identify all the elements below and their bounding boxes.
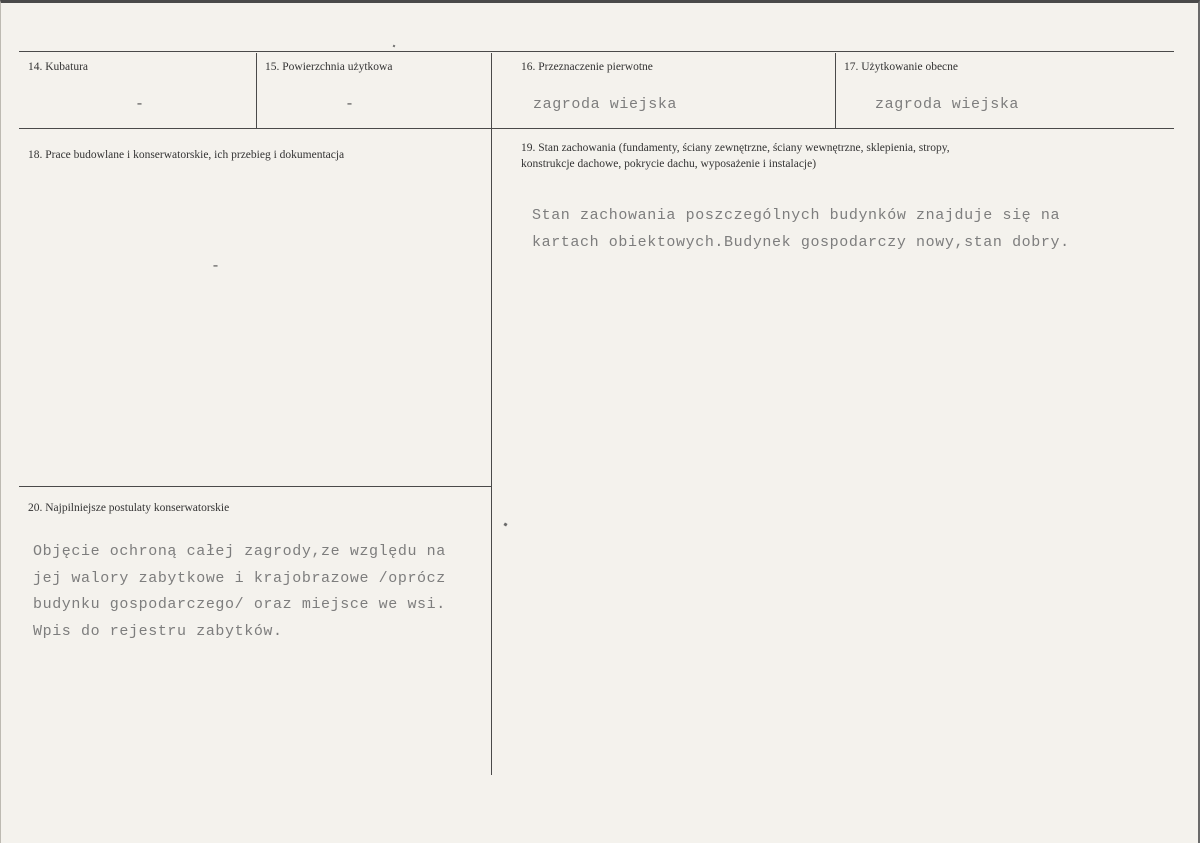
stray-mark: [503, 522, 507, 526]
divider-15-16: [491, 53, 492, 775]
field-14-label: 14. Kubatura: [28, 61, 89, 73]
field-15-value: -: [345, 96, 355, 113]
field-17-value: zagroda wiejska: [875, 96, 1020, 113]
field-19-value-line: Stan zachowania poszczególnych budynków znajduje się na: [532, 207, 1061, 224]
field-20-label: 20. Najpilniejsze postulaty konserwatorskie: [28, 502, 230, 514]
top-rule: [19, 51, 1174, 52]
field-19-label-line2: konstrukcje dachowe, pokrycie dachu, wyposażenie i instalacje): [521, 158, 817, 170]
field18-bottom-rule: [19, 486, 491, 487]
field-20-value: [33, 539, 446, 645]
field-19-label-line1: 19. Stan zachowania (fundamenty, ściany zewnętrzne, ściany wewnętrzne, sklepienia, stropy,: [521, 142, 950, 154]
divider-16-17: [835, 53, 836, 128]
field-17-label: 17. Użytkowanie obecne: [844, 61, 959, 73]
field-20-value-line: Objęcie ochroną całej zagrody,ze względu na: [33, 543, 446, 560]
field-15-label: 15. Powierzchnia użytkowa: [265, 61, 393, 73]
field-16-value: zagroda wiejska: [533, 96, 678, 113]
field-19-value: [532, 203, 1070, 256]
stray-mark: [393, 45, 396, 48]
field-20-value-line: budynku gospodarczego/ oraz miejsce we wsi.: [33, 596, 446, 613]
field-20-value-line: Wpis do rejestru zabytków.: [33, 622, 283, 640]
field-18-value: -: [211, 258, 221, 275]
field-18-label: 18. Prace budowlane i konserwatorskie, ich przebieg i dokumentacja: [28, 149, 345, 161]
field-19-value-line: kartach obiektowych.Budynek gospodarczy nowy,stan dobry.: [532, 233, 1070, 251]
field-14-value: -: [135, 96, 145, 113]
divider-14-15: [256, 53, 257, 128]
field-16-label: 16. Przeznaczenie pierwotne: [521, 61, 653, 73]
row1-bottom-rule: [19, 128, 1174, 129]
field-20-value-line: jej walory zabytkowe i krajobrazowe /oprócz: [33, 569, 446, 587]
